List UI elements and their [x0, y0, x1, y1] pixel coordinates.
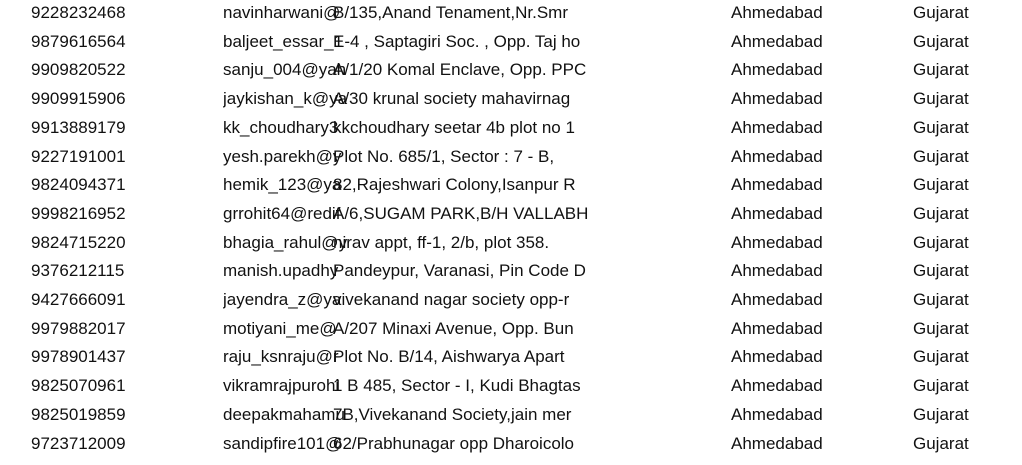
- state-cell[interactable]: Gujarat: [913, 146, 969, 166]
- city-cell[interactable]: Ahmedabad: [731, 290, 823, 309]
- email-cell[interactable]: motiyani_me@: [223, 318, 337, 338]
- state-cell[interactable]: Gujarat: [913, 3, 969, 22]
- email-cell[interactable]: raju_ksnraju@r: [223, 347, 339, 367]
- phone-cell[interactable]: 9825019859: [31, 404, 126, 424]
- state-cell[interactable]: Gujarat: [913, 404, 969, 424]
- address-cell[interactable]: 7B,Vivekanand Society,jain mer: [333, 404, 572, 424]
- email-cell[interactable]: jaykishan_k@ya: [223, 89, 348, 109]
- phone-cell[interactable]: 9909820522: [31, 60, 126, 80]
- city-cell[interactable]: Ahmedabad: [731, 318, 823, 338]
- phone-cell[interactable]: 9824094371: [31, 175, 126, 195]
- state-cell[interactable]: Gujarat: [913, 89, 969, 109]
- city-cell[interactable]: Ahmedabad: [731, 117, 823, 137]
- address-cell[interactable]: E-4 , Saptagiri Soc. , Opp. Taj ho: [333, 31, 581, 51]
- phone-cell[interactable]: 9824715220: [31, 232, 126, 252]
- email-cell[interactable]: grrohit64@redif: [223, 203, 341, 223]
- email-cell[interactable]: sanju_004@yah: [223, 60, 347, 80]
- city-cell[interactable]: Ahmedabad: [731, 347, 823, 367]
- city-cell[interactable]: Ahmedabad: [731, 60, 823, 80]
- state-cell[interactable]: Gujarat: [913, 290, 969, 309]
- address-cell[interactable]: A/6,SUGAM PARK,B/H VALLABH: [333, 203, 589, 223]
- email-cell[interactable]: bhagia_rahul@y: [223, 232, 348, 252]
- phone-cell[interactable]: 9998216952: [31, 203, 126, 223]
- table-row: [0, 315, 1022, 344]
- table-row: [0, 171, 1022, 200]
- address-cell[interactable]: A/1/20 Komal Enclave, Opp. PPC: [333, 60, 587, 80]
- email-cell[interactable]: kk_choudhary3: [223, 117, 339, 137]
- address-cell[interactable]: Pandeypur, Varanasi, Pin Code D: [333, 261, 586, 281]
- address-cell[interactable]: 62/Prabhunagar opp Dharoicolo: [333, 433, 575, 453]
- city-cell[interactable]: Ahmedabad: [731, 404, 823, 424]
- email-cell[interactable]: hemik_123@ya: [223, 175, 342, 195]
- table-row: [0, 143, 1022, 172]
- email-cell[interactable]: vikramrajpurohi: [223, 376, 340, 396]
- table-row: [0, 114, 1022, 143]
- table-row: [0, 229, 1022, 258]
- table-row: [0, 343, 1022, 372]
- city-cell[interactable]: Ahmedabad: [731, 175, 823, 195]
- city-cell[interactable]: Ahmedabad: [731, 203, 823, 223]
- table-row: [0, 28, 1022, 57]
- city-cell[interactable]: Ahmedabad: [731, 232, 823, 252]
- table-row: [0, 85, 1022, 114]
- city-cell[interactable]: Ahmedabad: [731, 376, 823, 396]
- phone-cell[interactable]: 9227191001: [31, 146, 126, 166]
- phone-cell[interactable]: 9913889179: [31, 117, 126, 137]
- address-cell[interactable]: 1 B 485, Sector - I, Kudi Bhagtas: [333, 376, 581, 396]
- email-cell[interactable]: deepakmahamu: [223, 404, 345, 424]
- phone-cell[interactable]: 9376212115: [31, 261, 125, 281]
- table-row: [0, 56, 1022, 85]
- phone-cell[interactable]: 9979882017: [31, 318, 126, 338]
- phone-cell[interactable]: 9879616564: [31, 31, 126, 51]
- state-cell[interactable]: Gujarat: [913, 175, 969, 195]
- state-cell[interactable]: Gujarat: [913, 117, 969, 137]
- table-row: [0, 200, 1022, 229]
- state-cell[interactable]: Gujarat: [913, 376, 969, 396]
- city-cell[interactable]: Ahmedabad: [731, 146, 823, 166]
- email-cell[interactable]: yesh.parekh@y: [223, 146, 342, 166]
- address-cell[interactable]: Plot No. B/14, Aishwarya Apart: [333, 347, 565, 367]
- table-row: [0, 286, 1022, 315]
- phone-cell[interactable]: 9909915906: [31, 89, 126, 109]
- address-cell[interactable]: 82,Rajeshwari Colony,Isanpur R: [333, 175, 576, 195]
- state-cell[interactable]: Gujarat: [913, 318, 969, 338]
- address-cell[interactable]: kkchoudhary seetar 4b plot no 1: [333, 117, 575, 137]
- state-cell[interactable]: Gujarat: [913, 60, 969, 80]
- city-cell[interactable]: Ahmedabad: [731, 3, 823, 22]
- email-cell[interactable]: baljeet_essar_1: [223, 31, 344, 51]
- table-row: [0, 430, 1022, 459]
- phone-cell[interactable]: 9978901437: [31, 347, 126, 367]
- phone-cell[interactable]: 9723712009: [31, 433, 126, 453]
- state-cell[interactable]: Gujarat: [913, 31, 969, 51]
- table-row: [0, 0, 1022, 28]
- address-cell[interactable]: B/135,Anand Tenament,Nr.Smr: [333, 3, 568, 22]
- city-cell[interactable]: Ahmedabad: [731, 261, 823, 281]
- address-cell[interactable]: nirav appt, ff-1, 2/b, plot 358.: [333, 232, 550, 252]
- email-cell[interactable]: sandipfire101@: [223, 433, 343, 453]
- phone-cell[interactable]: 9228232468: [31, 3, 126, 22]
- state-cell[interactable]: Gujarat: [913, 261, 969, 281]
- city-cell[interactable]: Ahmedabad: [731, 89, 823, 109]
- address-cell[interactable]: A/207 Minaxi Avenue, Opp. Bun: [333, 318, 574, 338]
- state-cell[interactable]: Gujarat: [913, 347, 969, 367]
- address-cell[interactable]: Plot No. 685/1, Sector : 7 - B,: [333, 146, 555, 166]
- address-cell[interactable]: A/30 krunal society mahavirnag: [333, 89, 571, 109]
- address-cell[interactable]: vivekanand nagar society opp-r: [333, 290, 570, 309]
- state-cell[interactable]: Gujarat: [913, 203, 969, 223]
- phone-cell[interactable]: 9825070961: [31, 376, 126, 396]
- state-cell[interactable]: Gujarat: [913, 433, 969, 453]
- state-cell[interactable]: Gujarat: [913, 232, 969, 252]
- email-cell[interactable]: manish.upadhy: [223, 261, 339, 281]
- table-row: [0, 401, 1022, 430]
- city-cell[interactable]: Ahmedabad: [731, 31, 823, 51]
- city-cell[interactable]: Ahmedabad: [731, 433, 823, 453]
- phone-cell[interactable]: 9427666091: [31, 290, 126, 309]
- table-row: [0, 257, 1022, 286]
- email-cell[interactable]: jayendra_z@ya: [223, 290, 342, 309]
- table-row: [0, 372, 1022, 401]
- email-cell[interactable]: navinharwani@: [223, 3, 341, 22]
